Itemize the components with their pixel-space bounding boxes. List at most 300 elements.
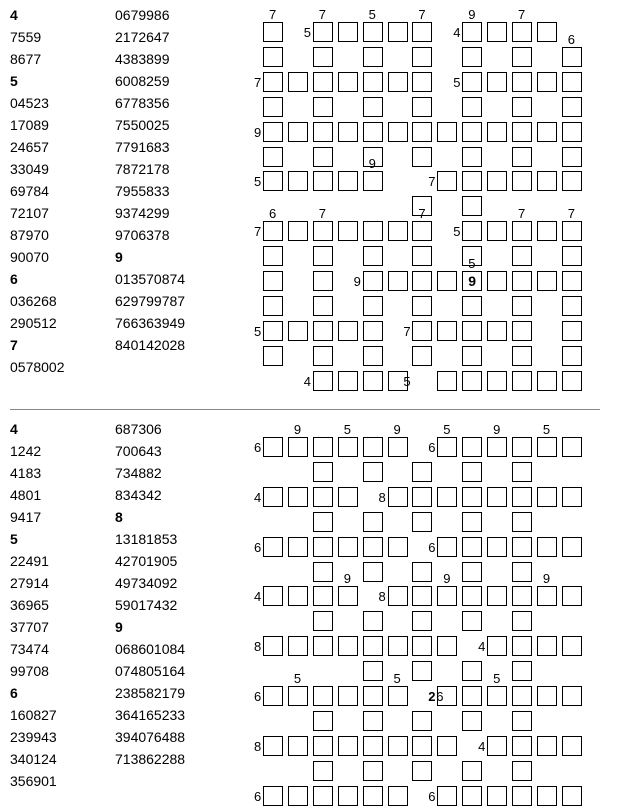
grid-cell[interactable] [487,371,507,391]
length-heading: 4 [10,7,18,23]
grid-cell[interactable] [462,761,482,781]
grid-cell[interactable] [412,512,432,532]
grid-cell[interactable] [462,487,482,507]
grid-cell[interactable] [363,171,383,191]
grid-cell[interactable] [313,346,333,366]
clue-number: 6 [254,689,262,704]
grid-cell[interactable] [562,437,582,457]
grid-cell[interactable] [363,537,383,557]
grid-cell[interactable] [263,296,283,316]
grid-cell[interactable] [462,321,482,341]
grid-cell[interactable] [263,786,283,806]
grid-cell[interactable] [263,636,283,656]
grid-cell[interactable] [537,487,557,507]
grid-cell[interactable] [288,537,308,557]
grid-cell[interactable] [363,271,383,291]
grid-cell[interactable] [338,321,358,341]
grid-cell[interactable] [412,736,432,756]
clue-number: 5 [393,671,401,686]
word-entry: 37707 [10,619,49,635]
grid-cell[interactable] [462,462,482,482]
grid-cell[interactable] [537,171,557,191]
grid-cell[interactable] [462,512,482,532]
grid-cell[interactable] [412,147,432,167]
grid-cell[interactable] [562,47,582,67]
grid-cell[interactable] [462,562,482,582]
grid-cell[interactable] [313,786,333,806]
grid-cell[interactable] [363,636,383,656]
grid-cell[interactable] [512,611,532,631]
grid-cell[interactable] [487,736,507,756]
grid-cell[interactable] [363,346,383,366]
grid-cell[interactable] [412,462,432,482]
grid-cell[interactable] [462,196,482,216]
word-entry: 840142028 [115,337,186,353]
grid-cell[interactable] [412,562,432,582]
grid-cell[interactable] [512,321,532,341]
grid-cell[interactable] [313,761,333,781]
grid-cell[interactable] [338,636,358,656]
grid-cell[interactable] [338,122,358,142]
grid-cell[interactable] [363,512,383,532]
grid-cell[interactable] [363,611,383,631]
grid-cell[interactable] [313,487,333,507]
grid-cell[interactable] [437,736,457,756]
grid-cell[interactable] [487,122,507,142]
grid-cell[interactable] [537,736,557,756]
clue-number: 6 [254,539,262,555]
word-entry: 394076488 [115,729,186,745]
grid-cell[interactable] [338,586,358,606]
grid-cell[interactable] [437,586,457,606]
clue-number: 6 [428,539,436,555]
grid-cell[interactable] [388,487,408,507]
grid-cell[interactable] [313,611,333,631]
grid-cell[interactable] [487,271,507,291]
grid-cell[interactable] [313,72,333,92]
grid-cell[interactable] [363,661,383,681]
word-entry: 9374299 [115,205,170,221]
grid-cell[interactable]: 9 [462,271,482,291]
clue-number: 9 [353,274,361,289]
grid-cell[interactable] [412,661,432,681]
grid-cell[interactable] [338,221,358,241]
grid-cell[interactable] [537,686,557,706]
grid-cell[interactable] [537,371,557,391]
word-list-column-2 [115,418,185,770]
grid-cell[interactable] [537,586,557,606]
grid-cell[interactable] [263,321,283,341]
grid-cell[interactable] [313,271,333,291]
grid-cell[interactable] [313,537,333,557]
grid-cell[interactable] [338,371,358,391]
grid-cell[interactable] [562,346,582,366]
grid-cell[interactable] [288,686,308,706]
grid-cell[interactable] [363,97,383,117]
grid-cell[interactable] [512,171,532,191]
grid-cell[interactable] [562,97,582,117]
grid-cell[interactable] [363,321,383,341]
grid-cell[interactable] [487,487,507,507]
grid-cell[interactable] [562,296,582,316]
grid-cell[interactable] [313,296,333,316]
grid-cell[interactable] [313,122,333,142]
grid-cell[interactable] [462,371,482,391]
grid-cell[interactable] [562,246,582,266]
grid-cell[interactable] [512,147,532,167]
length-heading: 7 [10,337,18,353]
grid-cell[interactable] [263,22,283,42]
grid-cell[interactable] [338,686,358,706]
grid-cell[interactable] [412,296,432,316]
grid-cell[interactable] [537,786,557,806]
grid-cell[interactable] [412,611,432,631]
grid-cell[interactable] [437,636,457,656]
grid-cell[interactable] [388,736,408,756]
grid-cell[interactable] [462,296,482,316]
grid-cell[interactable] [363,462,383,482]
grid-cell[interactable] [313,512,333,532]
grid-cell[interactable] [562,537,582,557]
grid-cell[interactable] [462,221,482,241]
grid-cell[interactable] [562,736,582,756]
grid-cell[interactable] [562,72,582,92]
clue-number: 9 [343,571,351,587]
grid-cell[interactable] [437,487,457,507]
grid-cell[interactable] [562,271,582,291]
grid-cell[interactable] [487,686,507,706]
grid-cell[interactable] [388,636,408,656]
grid-cell[interactable] [388,22,408,42]
grid-cell[interactable] [388,72,408,92]
grid-cell[interactable] [363,122,383,142]
grid-cell[interactable] [537,437,557,457]
grid-cell[interactable] [288,321,308,341]
grid-cell[interactable] [462,147,482,167]
grid-cell[interactable] [462,22,482,42]
grid-cell[interactable] [388,586,408,606]
grid-cell[interactable] [263,346,283,366]
word-entry: 356901 [10,773,57,789]
grid-cell[interactable] [462,346,482,366]
grid-cell[interactable] [512,562,532,582]
grid-cell[interactable] [487,786,507,806]
grid-cell[interactable] [313,97,333,117]
grid-cell[interactable] [288,786,308,806]
clue-number: 7 [269,7,277,22]
grid-cell[interactable] [537,221,557,241]
grid-cell[interactable] [313,371,333,391]
length-heading: 5 [10,73,18,89]
grid-cell[interactable] [462,171,482,191]
grid-cell[interactable] [437,171,457,191]
grid-cell[interactable] [512,537,532,557]
grid-cell[interactable] [437,437,457,457]
grid-cell[interactable] [363,246,383,266]
grid-cell[interactable] [462,437,482,457]
grid-cell[interactable] [263,437,283,457]
length-heading: 5 [10,531,18,547]
grid-cell[interactable] [313,586,333,606]
grid-cell[interactable] [388,221,408,241]
grid-cell[interactable] [512,371,532,391]
grid-cell[interactable] [313,22,333,42]
word-entry: 734882 [115,465,162,481]
grid-cell[interactable] [263,171,283,191]
grid-cell[interactable] [263,537,283,557]
grid-cell[interactable] [512,711,532,731]
grid-cell[interactable] [412,122,432,142]
grid-cell[interactable] [462,711,482,731]
grid-cell[interactable] [363,371,383,391]
grid-cell[interactable] [512,512,532,532]
grid-cell[interactable] [412,47,432,67]
grid-cell[interactable] [412,346,432,366]
grid-cell[interactable] [363,47,383,67]
grid-cell[interactable] [288,736,308,756]
grid-cell[interactable] [462,611,482,631]
grid-cell[interactable] [288,437,308,457]
grid-cell[interactable] [512,487,532,507]
grid-cell[interactable] [313,171,333,191]
word-entry: 27914 [10,575,49,591]
grid-cell[interactable] [388,122,408,142]
grid-cell[interactable] [512,736,532,756]
grid-cell[interactable] [437,537,457,557]
grid-cell[interactable] [338,437,358,457]
clue-number: 5 [443,422,451,437]
grid-cell[interactable] [512,296,532,316]
grid-cell[interactable] [412,321,432,341]
grid-cell[interactable] [462,537,482,557]
grid-cell[interactable] [562,487,582,507]
grid-cell[interactable] [363,296,383,316]
grid-cell[interactable] [363,72,383,92]
grid-cell[interactable] [512,271,532,291]
grid-cell[interactable] [313,686,333,706]
grid-cell[interactable] [338,736,358,756]
word-entry: 0679986 [115,7,170,23]
grid-cell[interactable] [313,462,333,482]
grid-cell[interactable] [363,711,383,731]
grid-cell[interactable] [437,321,457,341]
grid-cell[interactable] [263,47,283,67]
grid-cell[interactable] [562,586,582,606]
grid-cell[interactable] [462,97,482,117]
grid-cell[interactable] [388,437,408,457]
grid-cell[interactable] [412,97,432,117]
grid-cell[interactable] [462,786,482,806]
grid-cell[interactable] [338,786,358,806]
grid-cell[interactable] [363,562,383,582]
grid-cell[interactable] [263,72,283,92]
grid-cell[interactable] [512,661,532,681]
grid-cell[interactable] [313,47,333,67]
grid-cell[interactable] [487,221,507,241]
grid-cell[interactable] [288,72,308,92]
grid-cell[interactable] [338,487,358,507]
grid-cell[interactable] [537,636,557,656]
grid-cell[interactable] [288,586,308,606]
grid-cell[interactable] [487,636,507,656]
grid-cell[interactable] [263,686,283,706]
grid-cell[interactable] [487,171,507,191]
word-entry: 33049 [10,161,49,177]
grid-cell[interactable] [487,537,507,557]
grid-cell[interactable] [537,537,557,557]
grid-cell[interactable] [512,97,532,117]
grid-cell[interactable] [313,437,333,457]
word-entry: 6778356 [115,95,170,111]
grid-cell[interactable] [412,636,432,656]
grid-cell[interactable] [537,22,557,42]
clue-number: 7 [428,174,436,190]
grid-cell[interactable] [263,487,283,507]
grid-cell[interactable] [512,22,532,42]
grid-cell[interactable] [313,736,333,756]
grid-cell[interactable] [537,72,557,92]
grid-cell[interactable] [437,122,457,142]
grid-cell[interactable] [388,271,408,291]
grid-cell[interactable] [412,711,432,731]
word-entry: 90070 [10,249,49,265]
grid-cell[interactable] [512,786,532,806]
grid-cell[interactable] [487,72,507,92]
grid-cell[interactable] [263,147,283,167]
grid-cell[interactable] [512,437,532,457]
grid-cell[interactable] [338,72,358,92]
grid-cell[interactable] [562,686,582,706]
grid-cell[interactable] [363,437,383,457]
grid-cell[interactable] [562,786,582,806]
grid-cell[interactable] [462,586,482,606]
grid-cell[interactable] [263,221,283,241]
grid-cell[interactable] [288,122,308,142]
grid-cell[interactable] [412,586,432,606]
grid-cell[interactable] [562,371,582,391]
word-entry: 238582179 [115,685,186,701]
grid-cell[interactable] [263,586,283,606]
grid-cell[interactable] [562,171,582,191]
grid-cell[interactable] [512,462,532,482]
clue-number: 7 [418,206,426,222]
grid-cell[interactable] [537,271,557,291]
grid-cell[interactable] [512,246,532,266]
grid-cell[interactable] [562,221,582,241]
grid-cell[interactable] [562,636,582,656]
grid-cell[interactable] [263,246,283,266]
grid-cell[interactable] [363,761,383,781]
word-entry: 629799787 [115,293,186,309]
grid-cell[interactable] [363,22,383,42]
grid-cell[interactable] [313,321,333,341]
grid-cell[interactable] [462,686,482,706]
grid-cell[interactable] [462,661,482,681]
grid-cell[interactable] [313,562,333,582]
word-entry: 24657 [10,139,49,155]
grid-cell[interactable] [288,487,308,507]
grid-cell[interactable] [388,537,408,557]
grid-cell[interactable] [313,636,333,656]
grid-cell[interactable] [512,346,532,366]
grid-cell[interactable] [487,321,507,341]
grid-cell[interactable] [313,711,333,731]
grid-cell[interactable] [263,736,283,756]
grid-cell[interactable] [512,586,532,606]
grid-cell[interactable] [313,221,333,241]
grid-cell[interactable] [512,72,532,92]
word-entry: 834342 [115,487,162,503]
word-entry: 074805164 [115,663,186,679]
grid-cell[interactable] [338,22,358,42]
grid-cell[interactable] [487,437,507,457]
clue-number: 5 [403,373,411,389]
grid-cell[interactable] [363,686,383,706]
grid-cell[interactable] [412,72,432,92]
length-heading: 9 [115,249,123,265]
word-entry: 340124 [10,751,57,767]
grid-cell[interactable] [313,246,333,266]
grid-cell[interactable] [562,122,582,142]
grid-cell[interactable] [288,636,308,656]
grid-cell[interactable] [388,686,408,706]
grid-cell[interactable] [412,761,432,781]
grid-cell[interactable] [412,246,432,266]
grid-cell[interactable] [512,636,532,656]
grid-cell[interactable] [313,147,333,167]
grid-cell[interactable] [512,686,532,706]
grid-cell[interactable] [562,321,582,341]
clue-number: 4 [453,25,461,40]
grid-cell[interactable] [363,786,383,806]
word-entry: 7559 [10,29,42,45]
clue-number: 9 [368,156,376,172]
word-entry: 69784 [10,183,49,199]
grid-cell[interactable] [462,47,482,67]
clue-number: 8 [254,639,262,655]
grid-cell[interactable] [412,221,432,241]
grid-cell[interactable] [462,122,482,142]
grid-cell[interactable] [462,72,482,92]
word-entry: 013570874 [115,271,186,287]
grid-cell[interactable] [263,271,283,291]
grid-cell[interactable] [338,171,358,191]
grid-cell[interactable] [412,22,432,42]
grid-cell[interactable] [263,122,283,142]
grid-cell[interactable] [512,122,532,142]
grid-cell[interactable] [562,147,582,167]
grid-cell[interactable] [412,487,432,507]
grid-cell[interactable] [288,221,308,241]
grid-cell[interactable] [388,786,408,806]
grid-cell[interactable] [487,22,507,42]
grid-cell[interactable] [338,537,358,557]
grid-cell[interactable] [263,97,283,117]
grid-cell[interactable] [487,586,507,606]
grid-cell[interactable] [363,736,383,756]
grid-cell[interactable] [537,122,557,142]
word-entry: 2172647 [115,29,170,45]
grid-cell[interactable] [437,371,457,391]
grid-cell[interactable] [512,761,532,781]
grid-cell[interactable] [512,47,532,67]
grid-cell[interactable] [288,171,308,191]
grid-cell[interactable] [512,221,532,241]
grid-cell[interactable] [437,786,457,806]
grid-cell[interactable] [437,271,457,291]
grid-cell[interactable] [363,221,383,241]
grid-cell[interactable] [412,271,432,291]
